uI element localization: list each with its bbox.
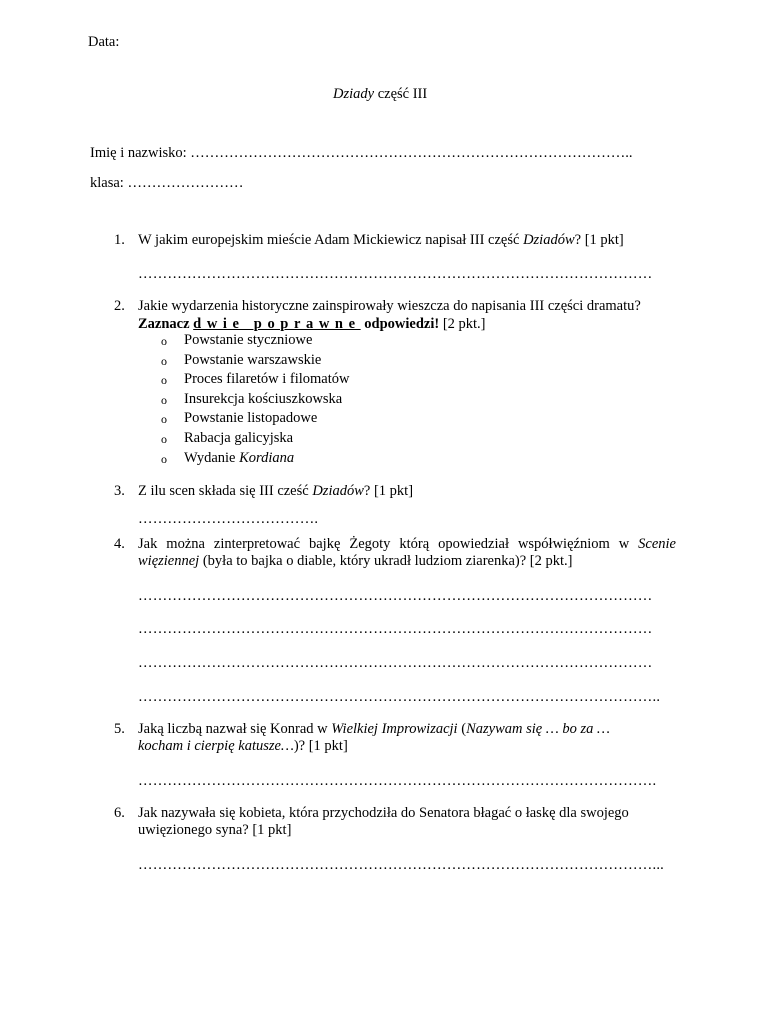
question-4-text-a: Jak można zinterpretować bajkę Żegoty którą opowiedział współwięźniom w xyxy=(138,536,639,552)
question-2-line-2 xyxy=(138,316,486,333)
bullet-icon: o xyxy=(161,393,167,407)
option-2: Powstanie warszawskie xyxy=(184,352,322,368)
question-6-number: 6. xyxy=(114,805,125,821)
question-3-italic: Dziadów xyxy=(312,483,364,499)
question-1-text-b: ? [1 pkt] xyxy=(574,232,624,248)
question-4-answer-line-2: …………………………………………………………………………………………… xyxy=(138,621,653,637)
option-4: Insurekcja kościuszkowska xyxy=(184,391,343,407)
bullet-icon: o xyxy=(161,334,167,348)
option-7-italic: Kordiana xyxy=(239,450,295,466)
question-2-number: 2. xyxy=(114,298,125,314)
question-3-text xyxy=(138,483,413,500)
question-1-italic: Dziadów xyxy=(523,232,575,248)
date-label: Data: xyxy=(88,34,120,50)
bullet-icon: o xyxy=(161,452,167,466)
question-4-number: 4. xyxy=(114,536,125,552)
question-4-answer-line-4: …………………………………………………………………………………………….. xyxy=(138,689,661,705)
question-2-points: [2 pkt.] xyxy=(439,316,486,332)
question-5-text-c: )? [1 pkt] xyxy=(293,738,348,754)
bullet-icon: o xyxy=(161,373,167,387)
bullet-icon: o xyxy=(161,432,167,446)
bullet-icon: o xyxy=(161,354,167,368)
question-2-spaced-emphasis: dwie poprawne xyxy=(193,316,361,332)
question-1-answer-line: …………………………………………………………………………………………… xyxy=(138,266,653,282)
question-2-instruction: Zaznacz xyxy=(138,316,194,332)
question-5-italic-c: kocham i cierpię katusze… xyxy=(138,738,294,754)
question-4-answer-line-1: …………………………………………………………………………………………… xyxy=(138,588,653,604)
question-4-italic-a: Scenie xyxy=(638,536,676,552)
question-4-line-1 xyxy=(138,536,676,553)
question-2-line-1: Jakie wydarzenia historyczne zainspirowały wieszcza do napisania III części dramatu? xyxy=(138,298,641,314)
question-5-line-2 xyxy=(138,738,348,755)
option-3: Proces filaretów i filomatów xyxy=(184,371,350,387)
class-field xyxy=(90,175,243,192)
question-4-answer-line-3: …………………………………………………………………………………………… xyxy=(138,655,653,671)
name-dots: ……………………………………………………………………………….. xyxy=(190,145,633,161)
question-1-text xyxy=(138,232,624,249)
class-label: klasa: xyxy=(90,175,124,191)
question-4-italic-b: więziennej xyxy=(138,553,200,569)
class-dots: …………………… xyxy=(127,175,244,191)
name-field xyxy=(90,145,633,162)
question-4-text-b: (była to bajka o diable, który ukradł ludziom ziarenka)? [2 pkt.] xyxy=(199,553,573,569)
option-6: Rabacja galicyjska xyxy=(184,430,294,446)
bullet-icon: o xyxy=(161,412,167,426)
question-6-line-2: uwięzionego syna? [1 pkt] xyxy=(138,822,292,838)
option-1: Powstanie styczniowe xyxy=(184,332,313,348)
question-3-number: 3. xyxy=(114,483,125,499)
name-label: Imię i nazwisko: xyxy=(90,145,187,161)
question-1-text-a: W jakim europejskim mieście Adam Mickiewicz napisał III część xyxy=(138,232,524,248)
question-5-line-1 xyxy=(138,721,610,738)
title-rest: część III xyxy=(374,86,428,102)
question-4-line-2 xyxy=(138,553,572,570)
question-1-number: 1. xyxy=(114,232,125,248)
question-5-italic-b: Nazywam się … bo za … xyxy=(466,721,610,737)
question-5-text-a: Jaką liczbą nazwał się Konrad w xyxy=(138,721,332,737)
option-5: Powstanie listopadowe xyxy=(184,410,318,426)
question-6-answer-line: ……………………………………………………………………………………………... xyxy=(138,857,664,873)
question-3-text-b: ? [1 pkt] xyxy=(363,483,414,499)
question-5-answer-line: ……………………………………………………………………………………………. xyxy=(138,773,657,789)
question-5-number: 5. xyxy=(114,721,125,737)
question-3-text-a: Z ilu scen składa się III cześć xyxy=(138,483,313,499)
question-5-text-b: ( xyxy=(457,721,467,737)
question-3-answer-line: ………………………………. xyxy=(138,511,319,527)
question-2-instruction-end: odpowiedzi! xyxy=(360,316,440,332)
worksheet-title xyxy=(333,86,427,103)
question-6-line-1: Jak nazywała się kobieta, która przychodziła do Senatora błagać o łaskę dla swojego xyxy=(138,805,629,821)
title-italic: Dziady xyxy=(333,86,375,102)
option-7-text: Wydanie xyxy=(184,450,240,466)
question-5-italic-a: Wielkiej Improwizacji xyxy=(331,721,458,737)
option-7 xyxy=(184,450,294,467)
